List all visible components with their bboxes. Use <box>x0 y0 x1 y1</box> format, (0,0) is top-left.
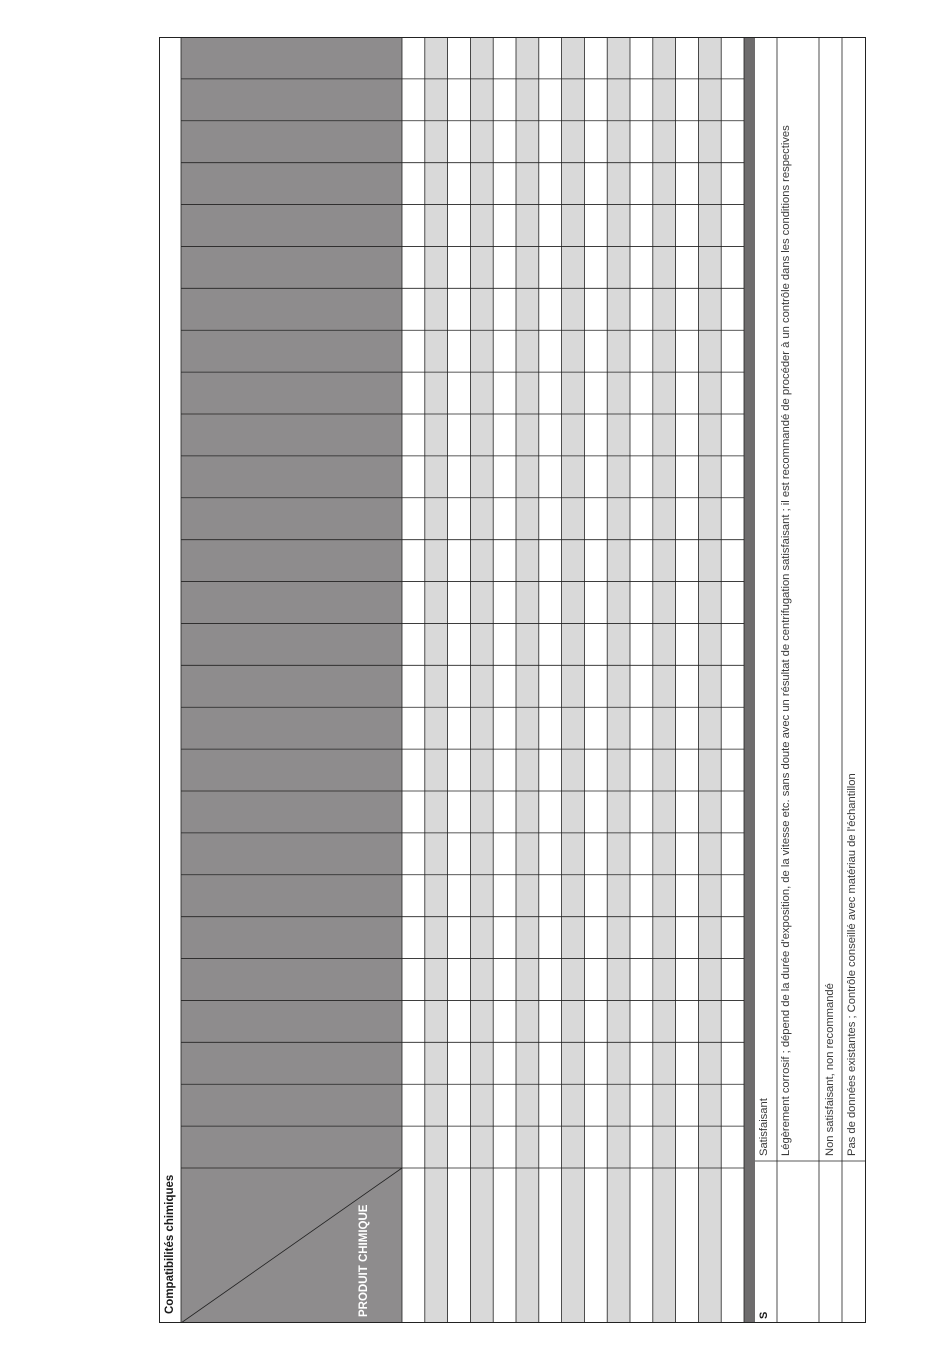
legend-entry-not-recommended: Non satisfaisant, non recommandé <box>824 983 836 1156</box>
chemical-row-5 <box>493 37 516 1323</box>
chemical-row-4 <box>470 37 493 1323</box>
legend-entry-slightly-corrosive: Légèrement corrosif ; dépend de la durée d'exposition, de la vitesse etc. sans doute avec un résultat de centrifugation satisfaisant ; il est recommandé de procéder à un contrôle dans les conditions respectives <box>780 125 792 1156</box>
chemical-row-1 <box>402 37 425 1323</box>
legend-divider <box>744 37 755 1323</box>
chemical-row-3 <box>448 37 471 1323</box>
chemical-row-15 <box>721 37 744 1323</box>
chemical-row-13 <box>676 37 699 1323</box>
chemical-row-9 <box>584 37 607 1323</box>
legend-entry-no-data: Pas de données existantes ; Contrôle conseillé avec matériau de l'échantillon <box>846 773 858 1156</box>
legend-key-symbol: S <box>758 1311 770 1319</box>
chemical-row-11 <box>630 37 653 1323</box>
chemical-row-8 <box>562 37 585 1323</box>
chemical-row-7 <box>539 37 562 1323</box>
chemical-header-label: PRODUIT CHIMIQUE <box>358 1204 370 1317</box>
legend-entry-satisfactory: Satisfaisant <box>758 1098 770 1156</box>
chemical-row-12 <box>653 37 676 1323</box>
material-header-band <box>181 37 402 1323</box>
chemical-row-2 <box>425 37 448 1323</box>
page-title: Compatibilités chimiques <box>164 1174 176 1314</box>
chemical-row-14 <box>698 37 721 1323</box>
chemical-compatibility-sheet <box>159 37 866 1323</box>
chemical-row-6 <box>516 37 539 1323</box>
chemical-row-10 <box>607 37 630 1323</box>
